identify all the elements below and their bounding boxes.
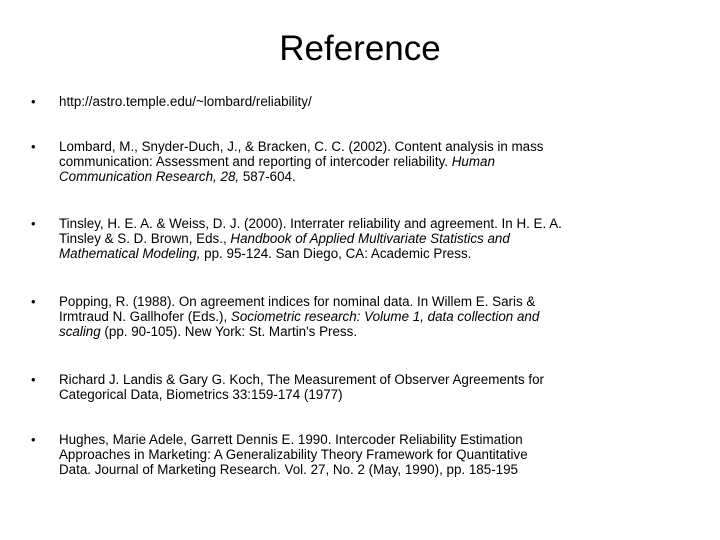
reference-line: Categorical Data, Biometrics 33:159-174 (1977): [59, 387, 343, 402]
bullet: •: [31, 94, 36, 109]
reference-line: Tinsley & S. D. Brown, Eds., Handbook of Applied Multivariate Statistics and: [59, 231, 510, 246]
reference-line: Approaches in Marketing: A Generalizability Theory Framework for Quantitative: [59, 447, 528, 462]
bullet: •: [31, 216, 36, 231]
reference-line: scaling (pp. 90-105). New York: St. Martin's Press.: [59, 324, 358, 339]
bullet: •: [31, 372, 36, 387]
reference-line: communication: Assessment and reporting of intercoder reliability. Human: [59, 154, 495, 169]
reference-line: Mathematical Modeling, pp. 95-124. San Diego, CA: Academic Press.: [59, 246, 472, 261]
reference-line: Richard J. Landis & Gary G. Koch, The Measurement of Observer Agreements for: [59, 372, 545, 387]
reference-line: Hughes, Marie Adele, Garrett Dennis E. 1990. Intercoder Reliability Estimation: [59, 432, 523, 447]
reference-line: Irmtraud N. Gallhofer (Eds.), Sociometric research: Volume 1, data collection and: [59, 309, 540, 324]
reference-line: Communication Research, 28, 587-604.: [59, 169, 296, 184]
reliability-url-link[interactable]: http://astro.temple.edu/~lombard/reliability/: [59, 94, 312, 109]
reference-line: Popping, R. (1988). On agreement indices for nominal data. In Willem E. Saris &: [59, 294, 536, 309]
reference-line: Tinsley, H. E. A. & Weiss, D. J. (2000). Interrater reliability and agreement. In H. E. A.: [59, 216, 562, 231]
bullet: •: [31, 139, 36, 154]
slide-title: Reference: [279, 29, 441, 68]
bullet: •: [31, 432, 36, 447]
reference-line: Lombard, M., Snyder-Duch, J., & Bracken, C. C. (2002). Content analysis in mass: [59, 139, 544, 154]
bullet: •: [31, 294, 36, 309]
reference-line: Data. Journal of Marketing Research. Vol. 27, No. 2 (May, 1990), pp. 185-195: [59, 462, 519, 477]
